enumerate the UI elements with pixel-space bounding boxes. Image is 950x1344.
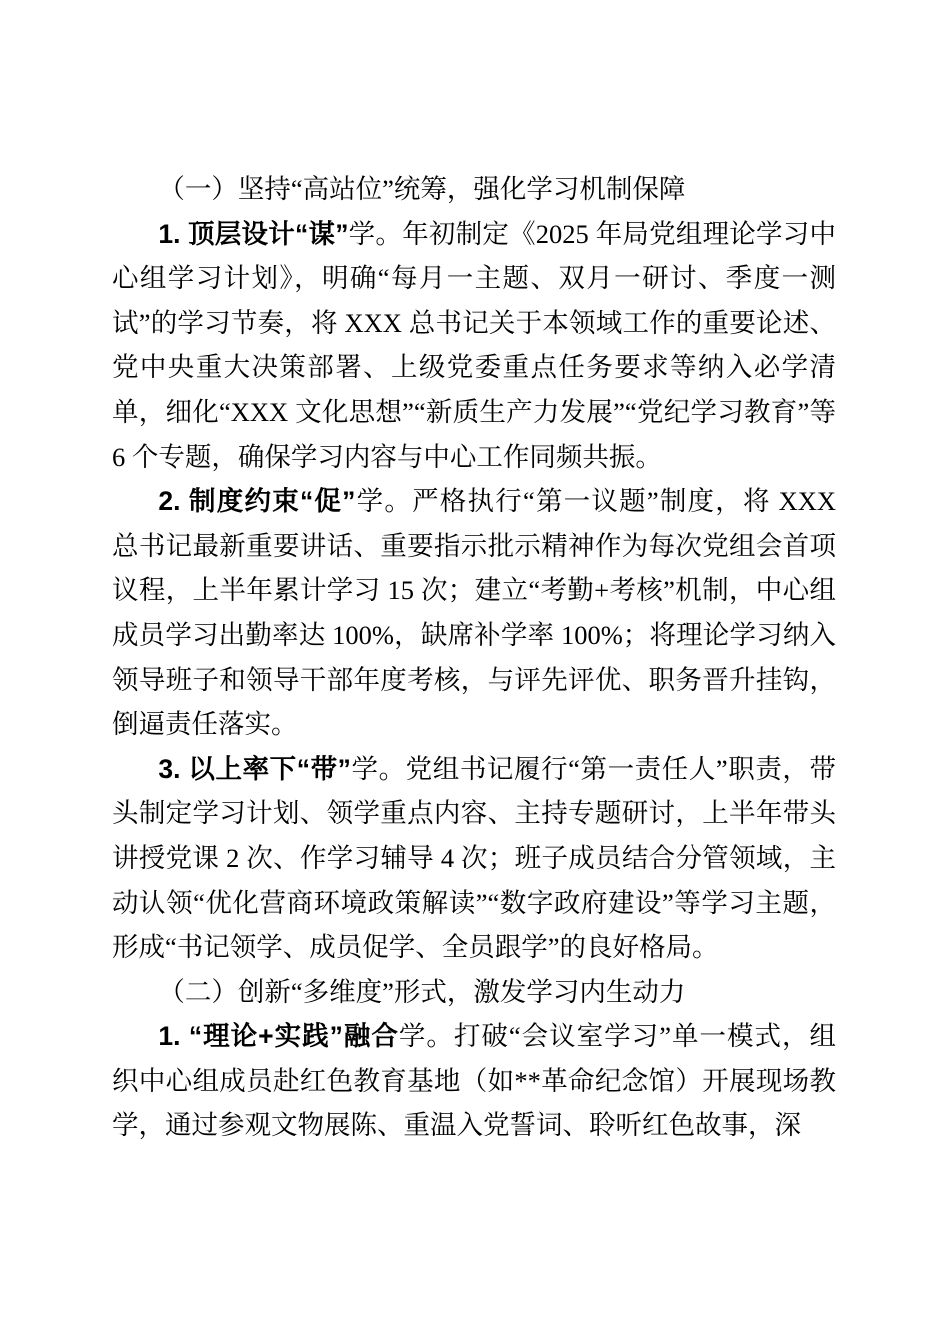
text-run: 学。年初制定《2025 年局党组理论学习中心组学习计划》，明确“每月一主题、双月一研讨、季度一测试”的学习节奏，将 XXX 总书记关于本领域工作的重要论述、党中央重大决策部署、上级党委重点任务要求等纳入必学清单，细化“XXX 文化思想”“新质生产力发展”“党纪学习教育”等 6 个专题，确保学习内容与中心工作同频共振。 <box>112 218 836 472</box>
text-run-bold: 1. 顶层设计“谋” <box>158 218 349 249</box>
text-run-bold: 3. 以上率下“带” <box>158 753 351 784</box>
text-run: 学。党组书记履行“第一责任人”职责，带头制定学习计划、领学重点内容、主持专题研讨，上半年带头讲授党课 2 次、作学习辅导 4 次；班子成员结合分管领域，主动认领“优化营商环境政策解读”“数字政府建设”等学习主题，形成“书记领学、成员促学、全员跟学”的良好格局。 <box>112 753 836 963</box>
text-run-bold: 2. 制度约束“促” <box>158 486 356 517</box>
text-run: （二）创新“多维度”形式，激发学习内生动力 <box>158 976 686 1007</box>
section-heading <box>112 167 836 212</box>
text-run: （一）坚持“高站位”统筹，强化学习机制保障 <box>158 174 686 204</box>
text-run-bold: 1. “理论+实践”融合 <box>158 1021 399 1052</box>
body-paragraph <box>112 747 836 970</box>
body-paragraph <box>112 479 836 747</box>
section-heading <box>112 970 836 1015</box>
document-body <box>112 167 836 1148</box>
body-paragraph <box>112 1014 836 1148</box>
body-paragraph <box>112 212 836 480</box>
text-run: 学。严格执行“第一议题”制度，将 XXX 总书记最新重要讲话、重要指示批示精神作为每次党组会首项议程，上半年累计学习 15 次；建立“考勤+考核”机制，中心组成员学习出勤率达 100%，缺席补学率 100%；将理论学习纳入领导班子和领导干部年度考核，与评先评优、职务晋升挂钩，倒逼责任落实。 <box>112 486 836 740</box>
text-run: 学。打破“会议室学习”单一模式，组织中心组成员赴红色教育基地（如**革命纪念馆）开展现场教学，通过参观文物展陈、重温入党誓词、聆听红色故事，深 <box>112 1021 836 1141</box>
